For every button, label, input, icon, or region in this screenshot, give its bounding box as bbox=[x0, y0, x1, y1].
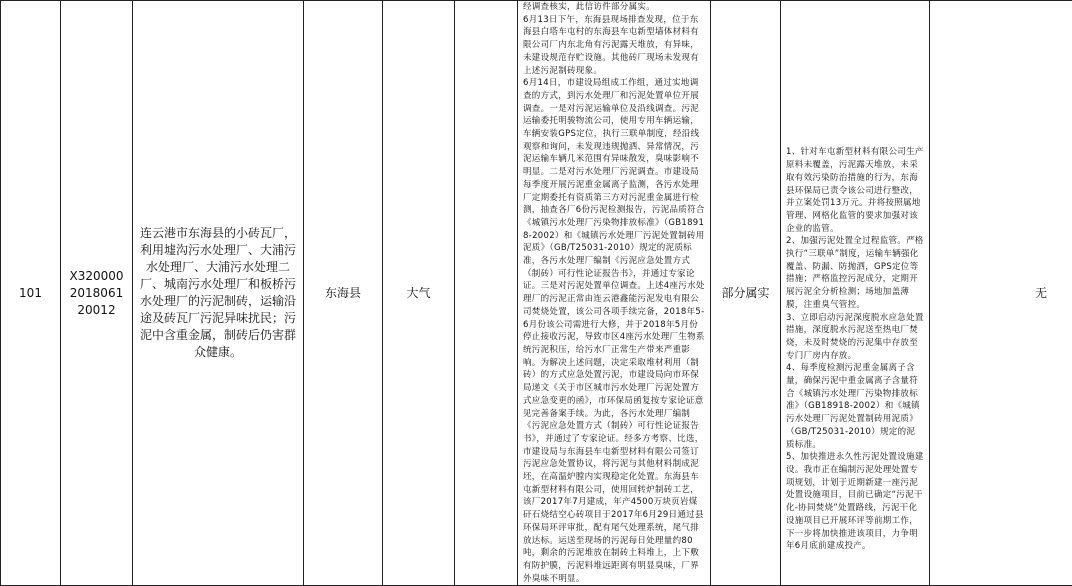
case-id: X320000201806120012 bbox=[61, 1, 133, 586]
findings-paragraph: 6月14日，市建设局组成工作组，通过实地调查的方式，到污水处理厂和污泥处置单位开展调查。一是对污泥运输单位及沿线调查。污泥运输委托明骏物流公司，使用专用车辆运输，车辆安装GPS定位，执行三联单制度，经沿线观察和询问，未发现违规抛洒、异常情况，污泥运输车辆几米范围有异味散发，臭味影响不明显。二是对污水处理厂污泥调查。市建设局每季度开展污泥重金属离子监测，各污水处理厂定期委托有资质第三方对污泥重金属进行检测，抽查各厂6份污泥检测报告，污泥品质符合《城镇污水处理厂污染物排放标准》（GB18918-2002）和《城镇污水处理厂污泥处置制砖用泥质》（GB/T25031-2010）规定的泥质标准，各污水处理厂编制《污泥应急处置方式（制砖）可行性论证报告书》，并通过专家论证。三是对污泥处置单位调查。上述4座污水处理厂的污泥正常由连云港鑫能污泥发电有限公司焚烧处置，该公司各项手续完备，2018年5-6月份该公司需进行大修，并于2018年5月份停止接收污泥，导致市区4座污水处理厂生物系统污泥积压，给污水厂正常生产带来严重影响。为解决上述问题，决定采取堆材利用（制砖）的方式应急处置污泥，市建设局向市环保局递文《关于市区城市污水处理厂污泥处置方式应急变更的函》，市环保局函复按专家论证意见完善备案手续。为此，各污水处理厂编制《污泥应急处置方式（制砖）可行性论证报告书》，并通过了专家论证。经多方考察、比选，市建设局与东海县车屯新型材料有限公司签订污泥应急处置协议，将污泥与其他材料制成泥坯，在高温炉膛内实现稳定化处置。东海县车屯新型材料有限公司，使用回转炉制砖工艺，该厂2017年7月建成，年产4500万块页岩煤矸石烧结空心砖项目于2017年6月29日通过县环保局环评审批，配有尾气处理系统，尾气排放达标。运送至现场的污泥每日处理量约80吨，剩余的污泥堆放在制砖土料堆上，上下敷有防护膜，污泥料堆远距离有明显臭味，厂界外臭味不明显。 bbox=[523, 77, 705, 585]
investigation-findings bbox=[518, 1, 711, 586]
verdict: 部分属实 bbox=[711, 1, 781, 586]
findings-paragraph: 经调查核实，此信访件部分属实。 bbox=[523, 1, 705, 14]
measure-item: 4、每季度检测污泥重金属离子含量，确保污泥中重金属离子含量符合《城镇污水处理厂污染物排放标准》（GB18918-2002）和《城镇污水处理厂污泥处置制砖用泥质》（GB/T25031-2010）规定的泥质标准。 bbox=[786, 362, 924, 451]
pollution-type: 大气 bbox=[383, 1, 455, 586]
measure-item: 1、针对车屯新型材料有限公司生产原料未覆盖，污泥露天堆放，未采取有效污染防治措施的行为，东海县环保局已责令该公司进行整改，并立案处罚13万元。并将按照属地管理、网格化监管的要求加强对该企业的监管。 bbox=[786, 146, 924, 235]
complaint-content: 连云港市东海县的小砖瓦厂，利用墟沟污水处理厂、大浦污水处理厂、大浦污水处理二厂、城南污水处理厂和板桥污水处理厂的污泥制砖，运输沿途及砖瓦厂污泥异味扰民；污泥中含重金属，制砖后仍害群众健康。 bbox=[133, 1, 304, 586]
measure-item: 3、立即启动污泥深度脱水应急处置措施，深度脱水污泥送至热电厂焚烧，未及时焚烧的污泥集中存放至专门厂房内存放。 bbox=[786, 312, 924, 363]
measure-item: 2、加强污泥处置全过程监管。严格执行“三联单”制度，运输车辆强化覆盖、防漏、防抛洒，GPS定位等措施；严格监控污泥成分，定期开展污泥全分析检测；场地加盖薄膜，注重臭气管控。 bbox=[786, 235, 924, 311]
row-number: 101 bbox=[1, 1, 61, 586]
measure-item: 5、加快推进永久性污泥处置设施建设。我市正在编制污泥处理处置专项规划，计划于近期新建一座污泥处置设施项目，目前已确定“污泥干化-协同焚烧”处置路线，污泥干化设施项目已开展环评等前期工作，下一步将加快推进该项目，力争明年6月底前建成投产。 bbox=[786, 451, 924, 553]
accountability: 无 bbox=[930, 1, 1072, 586]
empty-cell bbox=[455, 1, 518, 586]
findings-paragraph: 6月13日下午，东海县现场排查发现，位于东海县白塔车屯村的东海县车屯新型墙体材料有限公司厂内东北角有污泥露天堆放，有异味，未建设规范存贮设施。其他砖厂现场未发现有上述污泥制砖现象。 bbox=[523, 14, 705, 78]
rectification-measures bbox=[781, 1, 930, 586]
table-row bbox=[1, 1, 1072, 586]
county: 东海县 bbox=[304, 1, 383, 586]
